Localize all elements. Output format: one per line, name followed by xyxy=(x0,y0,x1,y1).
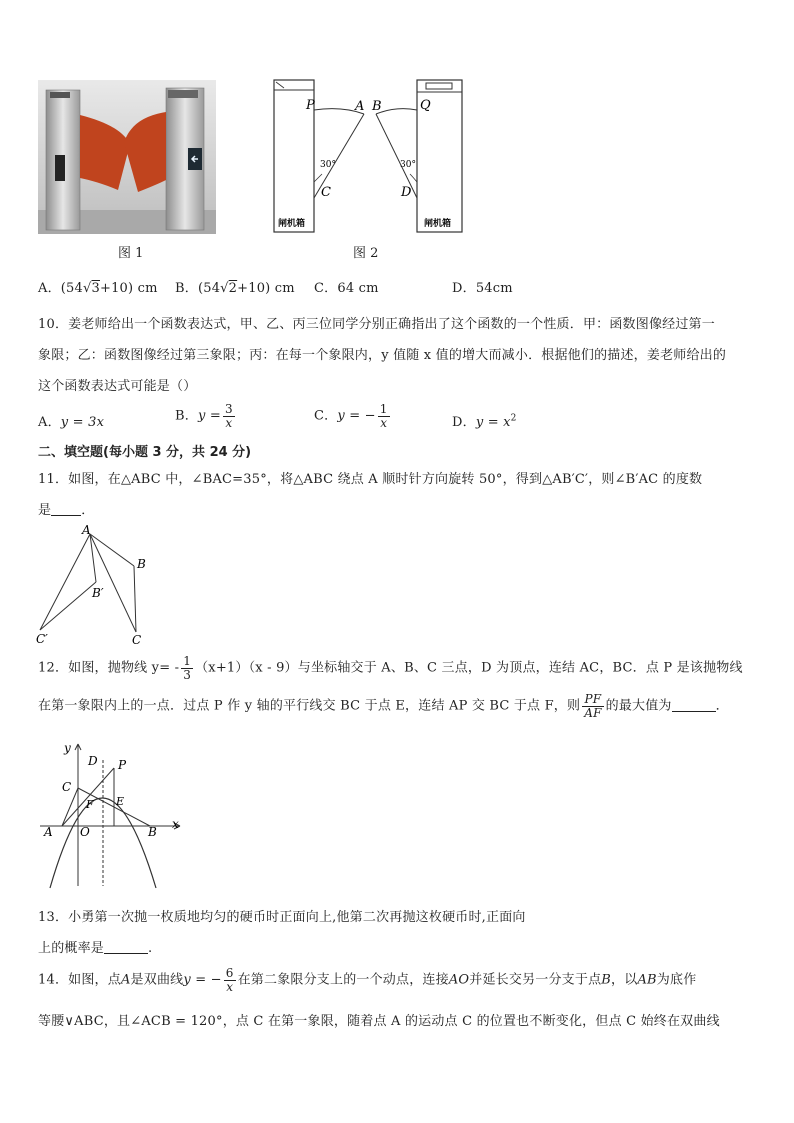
q14-text-1: 14．如图，点 xyxy=(38,972,121,988)
section-heading: 二、填空题(每小题 3 分，共 24 分) xyxy=(38,445,252,460)
q9-option-c: C．64 cm xyxy=(314,281,379,296)
q9-option-a-tail: +10) cm xyxy=(99,281,158,296)
q14-hyperbola-lhs: y = − xyxy=(183,972,222,988)
q12-line-1-end: （x+1）（x - 9）与坐标轴交于 A、B、C 三点，D 为顶点，连结 AC，BC．点 P 是该抛物线 xyxy=(195,660,743,676)
q14-line-2: 等腰∨ABC，且∠ACB = 120°，点 C 在第一象限，随着点 A 的运动点 C 的位置也不断变化，但点 C 始终在双曲线 xyxy=(38,1014,720,1029)
sqrt-icon: √ xyxy=(83,281,92,296)
q10-option-b xyxy=(175,403,237,429)
axis-label-y: y xyxy=(64,741,71,755)
label-P: P xyxy=(118,758,127,772)
label-C: C xyxy=(132,633,142,647)
figure-2-caption: 图 2 xyxy=(353,246,379,261)
q12-coefficient-denominator: 3 xyxy=(183,667,192,682)
q10-option-b-numerator: 3 xyxy=(224,402,233,416)
q10-option-d-expr: y = x xyxy=(475,415,511,430)
q14-point-b: B xyxy=(601,972,612,988)
q9-option-a-radicand: 3 xyxy=(91,281,100,296)
q9-option-a xyxy=(38,277,158,296)
q12-ratio-denominator: AF xyxy=(584,705,602,720)
q11-line-2-text: 是 xyxy=(38,503,52,518)
label-B-prime: B′ xyxy=(92,586,104,600)
label-D: D xyxy=(88,754,98,768)
q13-line-2-text: 上的概率是 xyxy=(38,941,105,956)
q10-option-a-expr: y = 3x xyxy=(60,415,105,430)
q12-line-2 xyxy=(38,693,729,719)
q10-option-d-exponent: 2 xyxy=(510,413,517,424)
q9-option-b-radicand: 2 xyxy=(228,281,238,296)
q12-ratio-numerator: PF xyxy=(582,693,603,707)
label-C-prime: C′ xyxy=(36,632,48,646)
q14-segment-ab: AB xyxy=(637,972,657,988)
label-Q: Q xyxy=(420,98,431,113)
answer-blank[interactable] xyxy=(51,503,81,516)
q12-line-2-start: 在第一象限内上的一点．过点 P 作 y 轴的平行线交 BC 于点 E，连结 AP 交 BC 于点 F，则 xyxy=(38,698,581,714)
figure-1-caption: 图 1 xyxy=(118,246,144,261)
q9-option-a-text: A．(54 xyxy=(38,281,84,296)
figure-2-gate-diagram xyxy=(262,76,467,241)
label-A: A xyxy=(355,99,365,114)
q14-segment-ao: AO xyxy=(448,972,470,988)
q9-option-d: D．54cm xyxy=(452,281,513,296)
q10-option-a-label: A． xyxy=(38,415,61,430)
label-C: C xyxy=(321,185,331,200)
q13-line-2 xyxy=(38,937,152,956)
q10-option-d-label: D． xyxy=(452,415,476,430)
q13-line-2-end: . xyxy=(148,941,153,956)
label-E: E xyxy=(116,795,125,808)
q12-line-1-start: 12．如图，抛物线 y= - xyxy=(38,660,180,676)
q10-option-b-lhs: y = xyxy=(197,408,221,424)
q14-point-a: A xyxy=(120,972,131,988)
q10-line-1: 10．姜老师给出一个函数表达式，甲、乙、丙三位同学分别正确指出了这个函数的一个性质．甲：函数图像经过第一 xyxy=(38,317,715,332)
q12-coefficient-numerator: 1 xyxy=(183,654,192,668)
label-A: A xyxy=(44,825,53,839)
q14-text-4: 并延长交另一分支于点 xyxy=(469,972,602,988)
q13-line-1: 13．小勇第一次抛一枚质地均匀的硬币时正面向上,他第二次再抛这枚硬币时,正面向 xyxy=(38,910,526,925)
q9-option-b xyxy=(175,277,295,296)
q11-figure xyxy=(34,522,154,648)
q10-option-a xyxy=(38,411,104,430)
q11-line-2 xyxy=(38,499,94,518)
figure-1-turnstile-photo xyxy=(38,80,216,234)
label-P: P xyxy=(306,98,315,113)
q10-option-b-denominator: x xyxy=(225,415,233,430)
label-D: D xyxy=(401,185,412,200)
q9-option-b-tail: +10) cm xyxy=(237,281,295,296)
q14-text-5: ，以 xyxy=(611,972,638,988)
q14-hyperbola-denominator: x xyxy=(226,979,234,994)
angle-label-right: 30° xyxy=(400,160,416,170)
label-C: C xyxy=(62,780,72,794)
q10-option-c-lhs: y = − xyxy=(337,408,376,424)
label-B: B xyxy=(148,825,157,839)
box-label-left: 闸机箱 xyxy=(278,219,306,229)
q10-option-c-label: C． xyxy=(314,408,338,424)
q10-option-c xyxy=(314,403,392,429)
answer-blank[interactable] xyxy=(672,699,716,712)
q14-hyperbola-numerator: 6 xyxy=(225,966,234,980)
label-B: B xyxy=(137,557,146,571)
q12-line-2-end: ． xyxy=(715,698,729,714)
q11-line-2-end: ． xyxy=(81,503,95,518)
label-O: O xyxy=(80,825,90,839)
label-A: A xyxy=(82,523,91,537)
q10-option-c-denominator: x xyxy=(380,415,388,430)
label-F: F xyxy=(86,798,94,811)
box-label-right: 闸机箱 xyxy=(424,219,452,229)
q14-text-2: 是双曲线 xyxy=(130,972,184,988)
q10-option-c-numerator: 1 xyxy=(379,402,388,416)
q10-option-b-label: B． xyxy=(175,408,198,424)
q10-line-2: 象限；乙：函数图像经过第三象限；丙：在每一个象限内，y 值随 x 值的增大而减小．根据他们的描述，姜老师给出的 xyxy=(38,348,727,363)
angle-label-left: 30° xyxy=(320,160,336,170)
q14-text-6: 为底作 xyxy=(656,972,697,988)
q10-line-3: 这个函数表达式可能是（） xyxy=(38,379,197,394)
q14-line-1 xyxy=(38,967,696,993)
q12-line-2-mid: 的最大值为 xyxy=(605,698,672,714)
sqrt-icon: √ xyxy=(220,281,229,296)
q12-line-1 xyxy=(38,655,743,681)
q14-text-3: 在第二象限分支上的一个动点，连接 xyxy=(237,972,449,988)
label-B: B xyxy=(372,99,382,114)
axis-label-x: x xyxy=(172,817,179,831)
q10-option-d xyxy=(452,411,517,430)
q9-option-b-text: B．(54 xyxy=(175,281,221,296)
q12-figure xyxy=(38,738,188,890)
answer-blank[interactable] xyxy=(104,941,148,954)
q11-line-1: 11．如图，在△ABC 中，∠BAC=35°，将△ABC 绕点 A 顺时针方向旋转 50°，得到△AB′C′，则∠B′AC 的度数 xyxy=(38,472,703,487)
